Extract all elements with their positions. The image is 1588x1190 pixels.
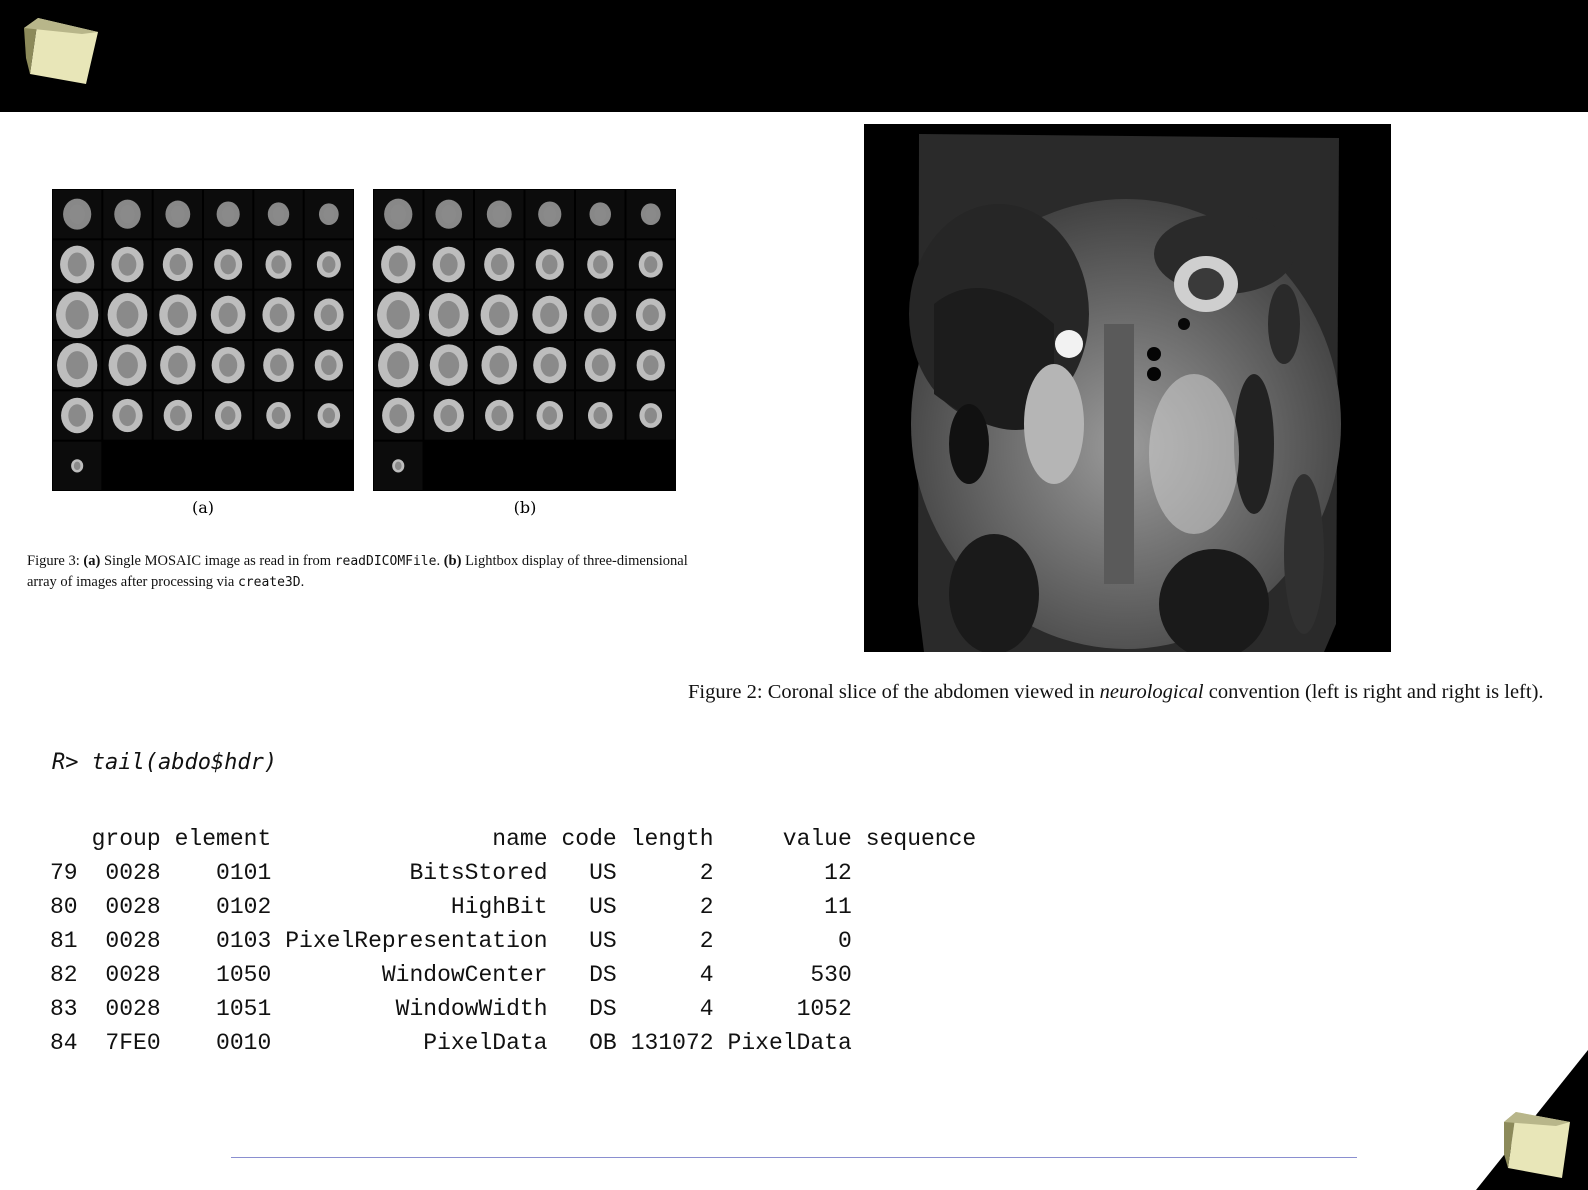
code-cell: US <box>589 928 617 954</box>
sequence-cell <box>852 958 976 992</box>
figure2-caption <box>688 679 1568 706</box>
figure3-tag-a: (a) <box>83 553 101 569</box>
name-cell: WindowCenter <box>381 962 548 988</box>
row-index: 81 <box>50 928 78 954</box>
group-cell: 7FE0 <box>105 1030 161 1056</box>
table-row <box>48 890 976 924</box>
sequence-cell <box>852 890 976 924</box>
subcaption-b: (b) <box>513 498 537 517</box>
col-sequence: sequence <box>865 826 977 852</box>
value-cell: 0 <box>837 928 852 954</box>
group-cell: 0028 <box>105 962 161 988</box>
figure3-end: . <box>300 574 305 590</box>
sequence-cell <box>852 856 976 890</box>
figure3-sep: . <box>436 553 444 569</box>
length-cell: 2 <box>699 860 714 886</box>
r-prompt: R> tail(abdo$hdr) <box>52 750 278 775</box>
col-group: group <box>91 826 161 852</box>
group-cell: 0028 <box>105 996 161 1022</box>
col-index <box>48 822 78 856</box>
figure3-text-b: Lightbox display of three-dimensional array of images after processing via <box>27 553 688 590</box>
value-cell: 1052 <box>796 996 852 1022</box>
code-cell: US <box>589 860 617 886</box>
corner-cube-icon <box>1476 1050 1588 1190</box>
length-cell: 4 <box>699 996 714 1022</box>
figure2-emphasis: neurological <box>1099 681 1204 703</box>
value-cell: PixelData <box>727 1030 852 1056</box>
row-index: 84 <box>50 1030 78 1056</box>
sequence-cell <box>852 992 976 1026</box>
footer-rule <box>231 1157 1357 1158</box>
header-bar <box>0 0 1588 112</box>
figure2-text-before: Coronal slice of the abdomen viewed in <box>762 681 1100 703</box>
col-element: element <box>174 826 272 852</box>
header-table <box>48 822 976 1060</box>
figure2-text-after: convention (left is right and right is left). <box>1203 681 1544 703</box>
figure3-text-a: Single MOSAIC image as read in from <box>100 553 335 569</box>
row-index: 83 <box>50 996 78 1022</box>
group-cell: 0028 <box>105 928 161 954</box>
code-cell: DS <box>589 962 617 988</box>
code-cell: DS <box>589 996 617 1022</box>
coronal-mri-image <box>864 124 1391 652</box>
length-cell: 4 <box>699 962 714 988</box>
row-index: 80 <box>50 894 78 920</box>
mosaic-image <box>52 189 354 491</box>
col-length: length <box>630 826 714 852</box>
name-cell: BitsStored <box>409 860 548 886</box>
row-index: 79 <box>50 860 78 886</box>
length-cell: 2 <box>699 928 714 954</box>
cube-logo-icon <box>24 14 104 88</box>
figure3-func2: create3D <box>237 575 301 590</box>
element-cell: 1050 <box>216 962 272 988</box>
element-cell: 0101 <box>216 860 272 886</box>
sequence-cell <box>852 924 976 958</box>
element-cell: 0010 <box>216 1030 272 1056</box>
table-row <box>48 856 976 890</box>
figure2-label: Figure 2: <box>688 681 763 703</box>
group-cell: 0028 <box>105 860 161 886</box>
code-cell: OB <box>589 1030 617 1056</box>
value-cell: 530 <box>810 962 852 988</box>
value-cell: 12 <box>824 860 852 886</box>
name-cell: PixelData <box>423 1030 548 1056</box>
table-row <box>48 1026 976 1060</box>
table-row <box>48 958 976 992</box>
figure3-func1: readDICOMFile <box>334 554 437 569</box>
col-code: code <box>561 826 617 852</box>
value-cell: 11 <box>824 894 852 920</box>
element-cell: 0102 <box>216 894 272 920</box>
col-value: value <box>782 826 852 852</box>
subcaption-a: (a) <box>191 498 215 517</box>
group-cell: 0028 <box>105 894 161 920</box>
name-cell: HighBit <box>450 894 548 920</box>
name-cell: PixelRepresentation <box>285 928 548 954</box>
length-cell: 131072 <box>630 1030 714 1056</box>
table-row <box>48 924 976 958</box>
sequence-cell <box>852 1026 976 1060</box>
element-cell: 0103 <box>216 928 272 954</box>
name-cell: WindowWidth <box>395 996 548 1022</box>
lightbox-image <box>373 189 676 491</box>
table-header-row <box>48 822 976 856</box>
code-cell: US <box>589 894 617 920</box>
col-name: name <box>492 826 548 852</box>
figure3-label: Figure 3: <box>27 553 80 569</box>
row-index: 82 <box>50 962 78 988</box>
figure3-caption <box>27 551 707 593</box>
table-row <box>48 992 976 1026</box>
element-cell: 1051 <box>216 996 272 1022</box>
length-cell: 2 <box>699 894 714 920</box>
figure3-tag-b: (b) <box>443 553 462 569</box>
